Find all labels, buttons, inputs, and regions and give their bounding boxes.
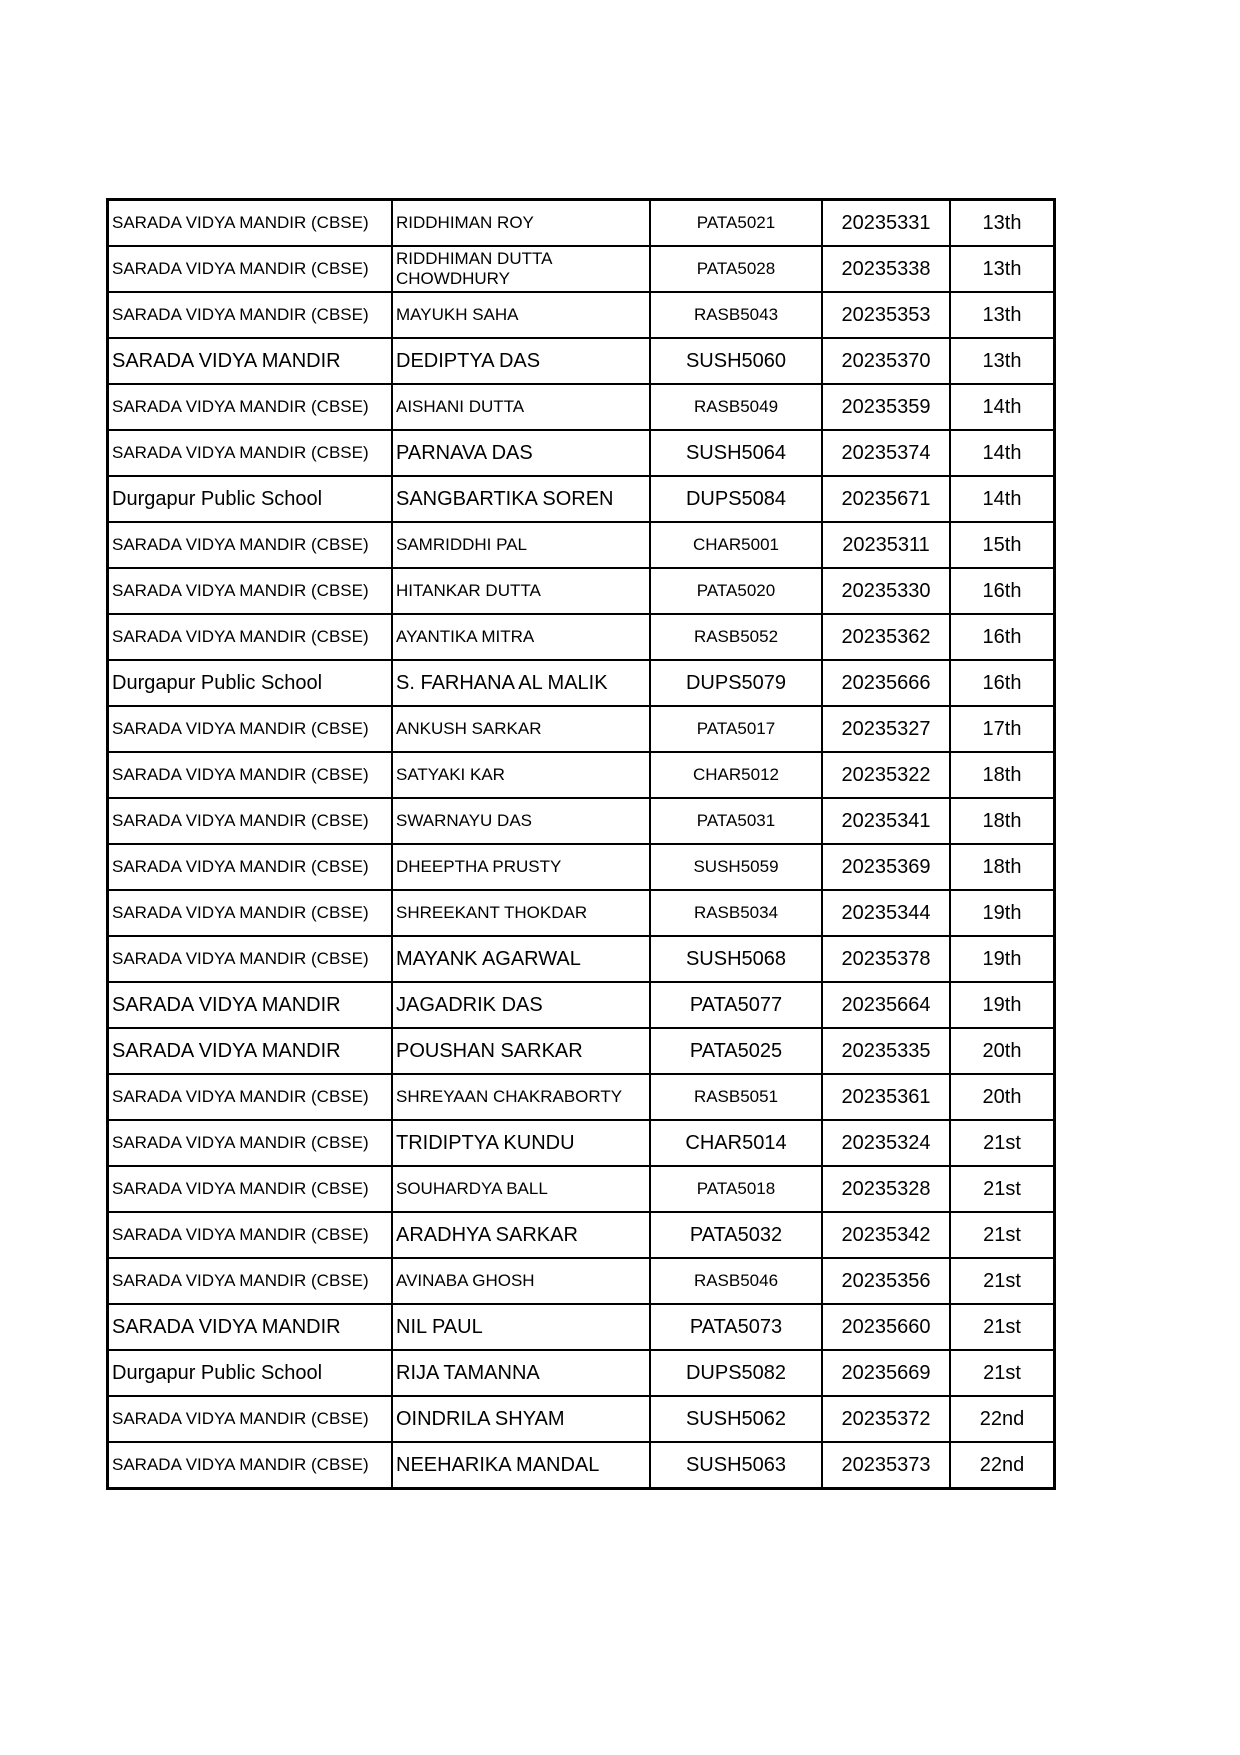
table-row — [108, 614, 1055, 660]
table-row — [108, 1396, 1055, 1442]
roll-number-cell: 20235356 — [822, 1258, 950, 1304]
school-cell: SARADA VIDYA MANDIR (CBSE) — [108, 1166, 393, 1212]
student-name-cell: SATYAKI KAR — [392, 752, 650, 798]
student-code-cell: SUSH5062 — [650, 1396, 822, 1442]
student-code-cell: CHAR5001 — [650, 522, 822, 568]
rank-cell: 22nd — [950, 1442, 1055, 1489]
school-cell: SARADA VIDYA MANDIR (CBSE) — [108, 292, 393, 338]
school-cell: SARADA VIDYA MANDIR — [108, 982, 393, 1028]
table-row — [108, 476, 1055, 522]
table-row — [108, 1350, 1055, 1396]
roll-number-cell: 20235666 — [822, 660, 950, 706]
rank-cell: 13th — [950, 292, 1055, 338]
roll-number-cell: 20235322 — [822, 752, 950, 798]
roll-number-cell: 20235372 — [822, 1396, 950, 1442]
school-cell: Durgapur Public School — [108, 476, 393, 522]
table-row — [108, 890, 1055, 936]
rank-cell: 22nd — [950, 1396, 1055, 1442]
table-row — [108, 384, 1055, 430]
school-cell: SARADA VIDYA MANDIR — [108, 1028, 393, 1074]
student-code-cell: RASB5046 — [650, 1258, 822, 1304]
student-name-cell: DEDIPTYA DAS — [392, 338, 650, 384]
table-row — [108, 522, 1055, 568]
table-row — [108, 338, 1055, 384]
roll-number-cell: 20235369 — [822, 844, 950, 890]
roll-number-cell: 20235331 — [822, 200, 950, 247]
school-cell: SARADA VIDYA MANDIR (CBSE) — [108, 614, 393, 660]
school-cell: SARADA VIDYA MANDIR (CBSE) — [108, 200, 393, 247]
school-cell: SARADA VIDYA MANDIR — [108, 338, 393, 384]
roll-number-cell: 20235324 — [822, 1120, 950, 1166]
rank-cell: 21st — [950, 1350, 1055, 1396]
roll-number-cell: 20235373 — [822, 1442, 950, 1489]
table-row — [108, 568, 1055, 614]
student-name-cell: SWARNAYU DAS — [392, 798, 650, 844]
table-row — [108, 798, 1055, 844]
student-name-cell: NEEHARIKA MANDAL — [392, 1442, 650, 1489]
rank-cell: 15th — [950, 522, 1055, 568]
roll-number-cell: 20235359 — [822, 384, 950, 430]
student-code-cell: RASB5052 — [650, 614, 822, 660]
student-name-cell: SAMRIDDHI PAL — [392, 522, 650, 568]
roll-number-cell: 20235671 — [822, 476, 950, 522]
rank-cell: 19th — [950, 982, 1055, 1028]
student-name-cell: AISHANI DUTTA — [392, 384, 650, 430]
student-code-cell: CHAR5014 — [650, 1120, 822, 1166]
school-cell: SARADA VIDYA MANDIR (CBSE) — [108, 1442, 393, 1489]
student-name-cell: SHREEKANT THOKDAR — [392, 890, 650, 936]
rank-cell: 18th — [950, 798, 1055, 844]
student-name-cell: SANGBARTIKA SOREN — [392, 476, 650, 522]
rank-cell: 13th — [950, 246, 1055, 292]
rank-cell: 13th — [950, 338, 1055, 384]
student-name-cell: ANKUSH SARKAR — [392, 706, 650, 752]
table-row — [108, 1120, 1055, 1166]
student-name-cell: DHEEPTHA PRUSTY — [392, 844, 650, 890]
rank-cell: 14th — [950, 476, 1055, 522]
student-name-cell: JAGADRIK DAS — [392, 982, 650, 1028]
table-row — [108, 660, 1055, 706]
student-name-cell: MAYUKH SAHA — [392, 292, 650, 338]
rank-cell: 21st — [950, 1120, 1055, 1166]
school-cell: SARADA VIDYA MANDIR (CBSE) — [108, 568, 393, 614]
roll-number-cell: 20235664 — [822, 982, 950, 1028]
roll-number-cell: 20235344 — [822, 890, 950, 936]
student-name-cell: S. FARHANA AL MALIK — [392, 660, 650, 706]
roll-number-cell: 20235361 — [822, 1074, 950, 1120]
student-code-cell: SUSH5059 — [650, 844, 822, 890]
student-name-cell: TRIDIPTYA KUNDU — [392, 1120, 650, 1166]
roll-number-cell: 20235362 — [822, 614, 950, 660]
rank-cell: 18th — [950, 844, 1055, 890]
student-code-cell: SUSH5063 — [650, 1442, 822, 1489]
rank-cell: 17th — [950, 706, 1055, 752]
rank-cell: 18th — [950, 752, 1055, 798]
school-cell: SARADA VIDYA MANDIR (CBSE) — [108, 890, 393, 936]
student-code-cell: RASB5049 — [650, 384, 822, 430]
rank-cell: 20th — [950, 1028, 1055, 1074]
rank-cell: 16th — [950, 660, 1055, 706]
student-code-cell: SUSH5060 — [650, 338, 822, 384]
roll-number-cell: 20235330 — [822, 568, 950, 614]
roll-number-cell: 20235374 — [822, 430, 950, 476]
student-code-cell: PATA5032 — [650, 1212, 822, 1258]
school-cell: SARADA VIDYA MANDIR (CBSE) — [108, 1396, 393, 1442]
student-name-cell: ARADHYA SARKAR — [392, 1212, 650, 1258]
table-row — [108, 1166, 1055, 1212]
roll-number-cell: 20235669 — [822, 1350, 950, 1396]
rank-cell: 21st — [950, 1212, 1055, 1258]
school-cell: SARADA VIDYA MANDIR (CBSE) — [108, 522, 393, 568]
student-name-cell: AYANTIKA MITRA — [392, 614, 650, 660]
student-name-cell: PARNAVA DAS — [392, 430, 650, 476]
table-row — [108, 246, 1055, 292]
student-name-cell: HITANKAR DUTTA — [392, 568, 650, 614]
student-name-cell: OINDRILA SHYAM — [392, 1396, 650, 1442]
table-row — [108, 844, 1055, 890]
roll-number-cell: 20235328 — [822, 1166, 950, 1212]
student-code-cell: DUPS5079 — [650, 660, 822, 706]
rank-cell: 16th — [950, 614, 1055, 660]
rank-cell: 14th — [950, 384, 1055, 430]
school-cell: SARADA VIDYA MANDIR (CBSE) — [108, 752, 393, 798]
student-code-cell: CHAR5012 — [650, 752, 822, 798]
table-row — [108, 752, 1055, 798]
student-code-cell: PATA5031 — [650, 798, 822, 844]
rank-cell: 21st — [950, 1166, 1055, 1212]
student-name-cell: AVINABA GHOSH — [392, 1258, 650, 1304]
student-code-cell: DUPS5082 — [650, 1350, 822, 1396]
student-code-cell: DUPS5084 — [650, 476, 822, 522]
school-cell: Durgapur Public School — [108, 660, 393, 706]
student-code-cell: RASB5034 — [650, 890, 822, 936]
table-row — [108, 706, 1055, 752]
student-code-cell: PATA5025 — [650, 1028, 822, 1074]
student-name-cell: SOUHARDYA BALL — [392, 1166, 650, 1212]
school-cell: SARADA VIDYA MANDIR (CBSE) — [108, 1212, 393, 1258]
school-cell: SARADA VIDYA MANDIR (CBSE) — [108, 1074, 393, 1120]
student-name-cell: RIDDHIMAN DUTTA CHOWDHURY — [392, 246, 650, 292]
student-code-cell: PATA5020 — [650, 568, 822, 614]
results-table-body — [108, 200, 1055, 1489]
table-row — [108, 982, 1055, 1028]
rank-cell: 21st — [950, 1258, 1055, 1304]
table-row — [108, 1258, 1055, 1304]
student-code-cell: SUSH5064 — [650, 430, 822, 476]
roll-number-cell: 20235327 — [822, 706, 950, 752]
student-code-cell: PATA5018 — [650, 1166, 822, 1212]
rank-cell: 20th — [950, 1074, 1055, 1120]
rank-cell: 16th — [950, 568, 1055, 614]
student-code-cell: PATA5021 — [650, 200, 822, 247]
student-code-cell: RASB5051 — [650, 1074, 822, 1120]
school-cell: SARADA VIDYA MANDIR (CBSE) — [108, 1258, 393, 1304]
rank-cell: 14th — [950, 430, 1055, 476]
table-row — [108, 1212, 1055, 1258]
student-name-cell: RIDDHIMAN ROY — [392, 200, 650, 247]
table-row — [108, 1074, 1055, 1120]
rank-cell: 19th — [950, 890, 1055, 936]
rank-cell: 19th — [950, 936, 1055, 982]
school-cell: SARADA VIDYA MANDIR (CBSE) — [108, 1120, 393, 1166]
school-cell: SARADA VIDYA MANDIR (CBSE) — [108, 706, 393, 752]
roll-number-cell: 20235660 — [822, 1304, 950, 1350]
roll-number-cell: 20235370 — [822, 338, 950, 384]
school-cell: SARADA VIDYA MANDIR — [108, 1304, 393, 1350]
school-cell: SARADA VIDYA MANDIR (CBSE) — [108, 384, 393, 430]
rank-cell: 21st — [950, 1304, 1055, 1350]
student-code-cell: RASB5043 — [650, 292, 822, 338]
school-cell: SARADA VIDYA MANDIR (CBSE) — [108, 246, 393, 292]
student-code-cell: PATA5077 — [650, 982, 822, 1028]
table-row — [108, 1028, 1055, 1074]
table-row — [108, 1442, 1055, 1489]
student-name-cell: MAYANK AGARWAL — [392, 936, 650, 982]
table-row — [108, 936, 1055, 982]
student-name-cell: POUSHAN SARKAR — [392, 1028, 650, 1074]
table-row — [108, 430, 1055, 476]
roll-number-cell: 20235341 — [822, 798, 950, 844]
student-name-cell: RIJA TAMANNA — [392, 1350, 650, 1396]
rank-cell: 13th — [950, 200, 1055, 247]
student-name-cell: NIL PAUL — [392, 1304, 650, 1350]
school-cell: Durgapur Public School — [108, 1350, 393, 1396]
table-row — [108, 292, 1055, 338]
results-table — [106, 198, 1056, 1490]
roll-number-cell: 20235311 — [822, 522, 950, 568]
roll-number-cell: 20235342 — [822, 1212, 950, 1258]
table-row — [108, 1304, 1055, 1350]
student-code-cell: PATA5017 — [650, 706, 822, 752]
roll-number-cell: 20235338 — [822, 246, 950, 292]
school-cell: SARADA VIDYA MANDIR (CBSE) — [108, 936, 393, 982]
student-code-cell: SUSH5068 — [650, 936, 822, 982]
roll-number-cell: 20235353 — [822, 292, 950, 338]
school-cell: SARADA VIDYA MANDIR (CBSE) — [108, 430, 393, 476]
school-cell: SARADA VIDYA MANDIR (CBSE) — [108, 844, 393, 890]
table-row — [108, 200, 1055, 247]
roll-number-cell: 20235378 — [822, 936, 950, 982]
roll-number-cell: 20235335 — [822, 1028, 950, 1074]
school-cell: SARADA VIDYA MANDIR (CBSE) — [108, 798, 393, 844]
student-code-cell: PATA5073 — [650, 1304, 822, 1350]
student-code-cell: PATA5028 — [650, 246, 822, 292]
student-name-cell: SHREYAAN CHAKRABORTY — [392, 1074, 650, 1120]
